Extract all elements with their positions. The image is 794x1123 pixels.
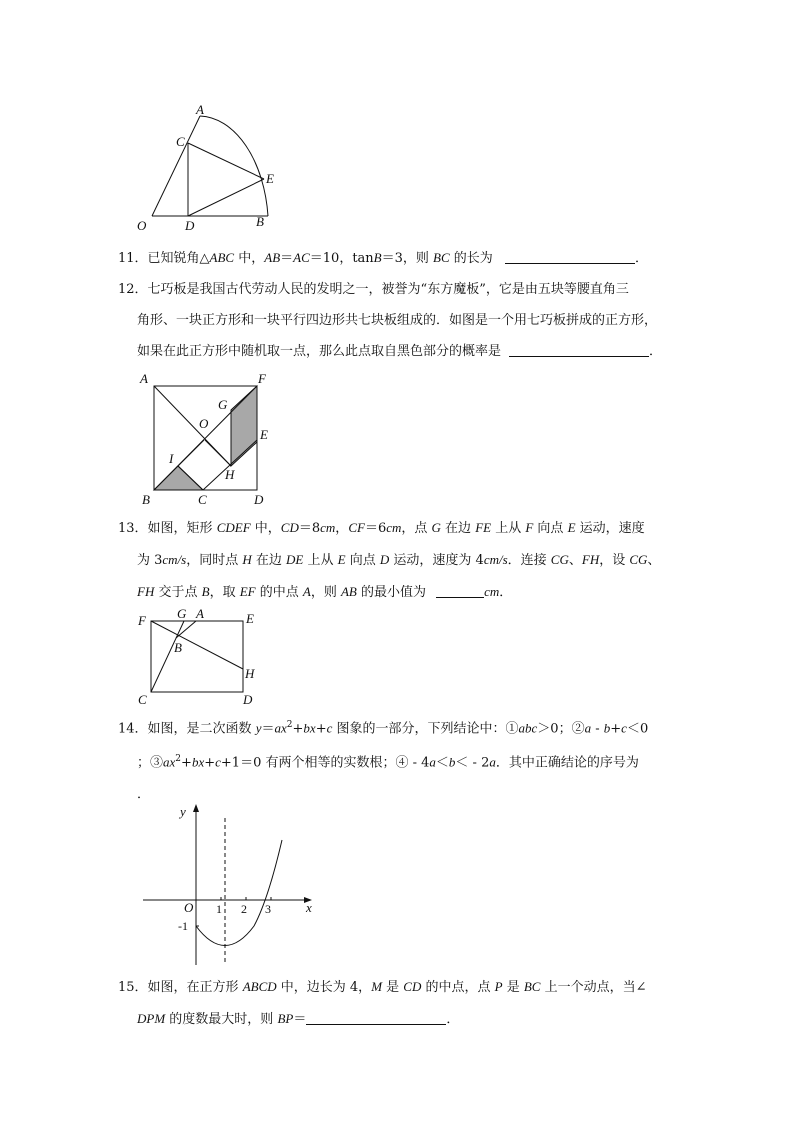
segment-DE	[188, 179, 264, 216]
tick-3: 3	[265, 902, 271, 916]
sector-figure	[130, 100, 290, 235]
label-O: O	[199, 416, 209, 431]
question-15: 15．如图，在正方形 ABCD 中，边长为 4，M 是 CD 的中点，点 P 是 BC 上一个动点，当∠ DPM 的度数最大时，则 BP＝ ．	[118, 979, 647, 1027]
label-F: F	[258, 371, 266, 386]
label-D: D	[185, 218, 195, 233]
tick-1: 1	[216, 902, 222, 916]
label-H: H	[245, 666, 255, 681]
segment-CG	[151, 621, 184, 692]
label-A: A	[140, 371, 148, 386]
label-O: O	[137, 218, 147, 233]
question-14: 14．如图，是二次函数 $y=ax^2+bx+c$ 图象的一部分，下列结论中：①abc＞0；②a - b+c＜0 ；$③ax^2+bx+c+1=0$ 有两个相等的实数根；④ - 4a＜b＜ - 2a．其中正确结论的序号为 ．	[118, 720, 649, 802]
label-origin: O	[184, 900, 194, 915]
parabola-graph	[140, 800, 320, 970]
tick-minus-1: -1	[178, 919, 188, 933]
tick-2: 2	[241, 902, 247, 916]
answer-blank[interactable]	[509, 342, 649, 357]
label-x: x	[306, 900, 312, 915]
label-y: y	[180, 804, 186, 819]
label-F: F	[138, 613, 146, 628]
question-number: 13．	[118, 521, 148, 536]
label-C: C	[138, 692, 147, 707]
question-13: 13．如图，矩形 CDEF 中，CD＝8cm，CF＝6cm，点 G 在边 FE 上从 F 向点 E 运动，速度 为 3cm/s，同时点 H 在边 DE 上从 E 向点 D 运动，速度为 4cm/s．连接 CG、FH，设 CG、 FH 交于点 B，取 EF 的中点 A，则 AB 的最小值为 cm．	[118, 520, 661, 600]
shaded-parallelogram	[231, 386, 257, 466]
question-number: 15．	[118, 980, 148, 995]
sector-arc	[200, 116, 268, 216]
answer-blank[interactable]	[505, 249, 635, 264]
question-number: 11．	[118, 251, 148, 266]
rectangle-figure	[134, 604, 264, 708]
answer-blank[interactable]	[436, 583, 484, 598]
label-G: G	[177, 606, 187, 621]
question-12: 12．七巧板是我国古代劳动人民的发明之一，被誉为“东方魔板”，它是由五块等腰直角三 角形、一块正方形和一块平行四边形共七块板组成的．如图是一个用七巧板拼成的正方形， 如果在此正方形中随机取一点，那么此点取自黑色部分的概率是 ．	[118, 282, 663, 359]
rectangle-CDEF	[151, 621, 243, 692]
shaded-triangle	[154, 466, 203, 490]
question-11: 11．已知锐角△ABC 中，AB＝AC＝10，tanB＝3，则 BC 的长为 ．	[118, 250, 648, 266]
label-C: C	[198, 492, 207, 507]
segment-OA	[152, 116, 200, 216]
answer-blank[interactable]	[306, 1010, 446, 1025]
segment-CE	[188, 143, 264, 179]
tangram-figure	[136, 368, 276, 510]
label-G: G	[218, 397, 228, 412]
y-axis-arrow	[193, 804, 199, 812]
label-I: I	[169, 451, 174, 466]
label-D: D	[254, 492, 264, 507]
label-B: B	[142, 492, 150, 507]
segment-AB	[176, 621, 196, 638]
label-E: E	[246, 611, 254, 626]
label-D: D	[243, 692, 253, 707]
question-number: 12．	[118, 282, 148, 297]
question-number: 14．	[118, 721, 148, 737]
label-B: B	[174, 640, 182, 655]
label-E: E	[266, 171, 274, 186]
label-H: H	[225, 467, 235, 482]
label-E: E	[260, 427, 268, 442]
label-A: A	[196, 102, 204, 117]
label-B: B	[256, 214, 264, 229]
label-A: A	[196, 606, 204, 621]
label-C: C	[176, 134, 185, 149]
parabola-curve	[196, 840, 282, 946]
